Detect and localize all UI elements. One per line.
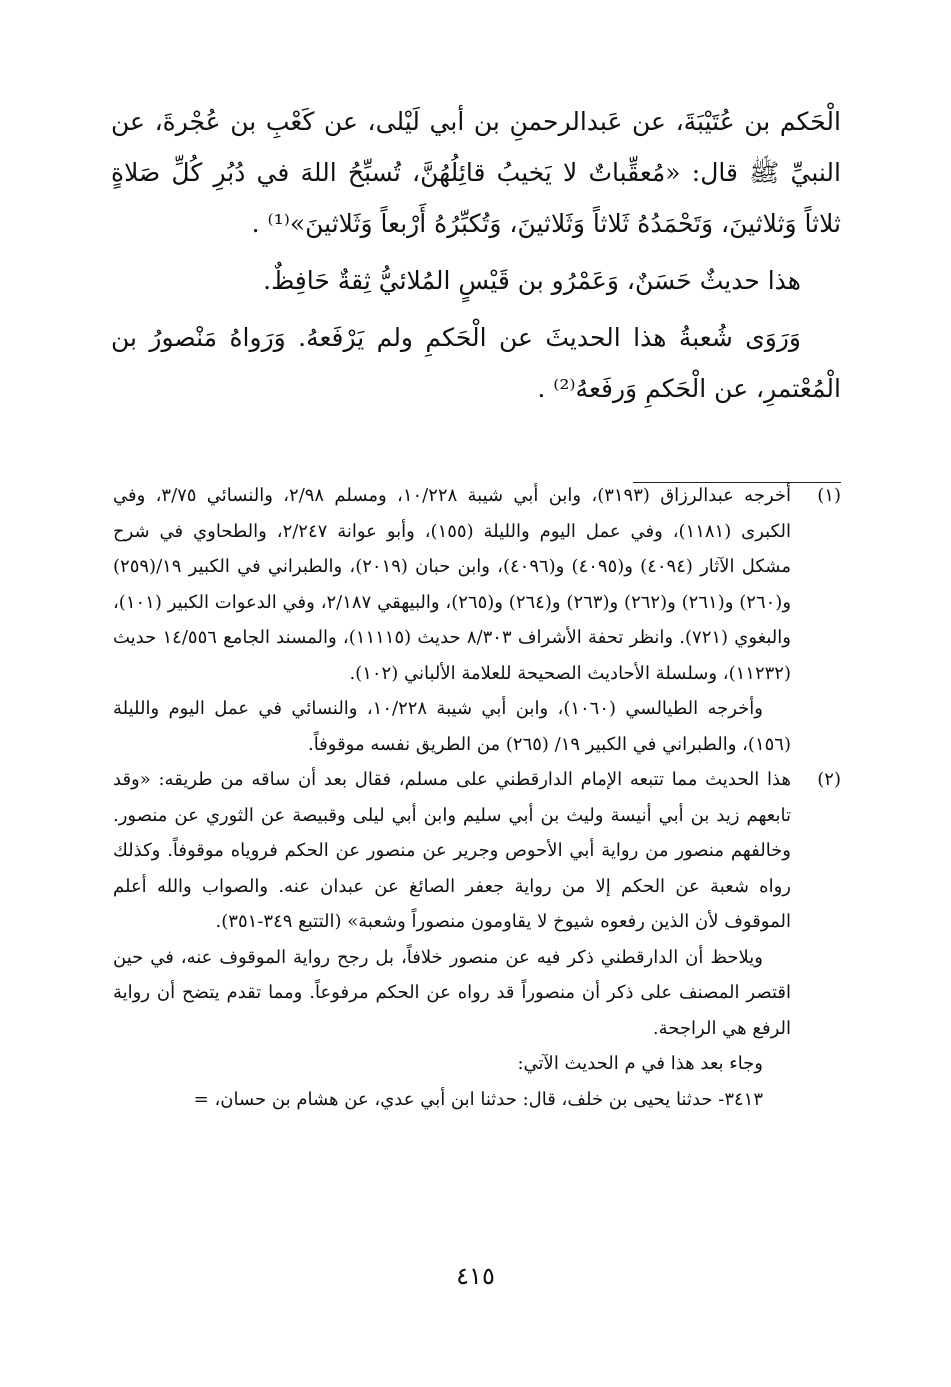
page-number: ٤١٥ <box>456 1262 495 1290</box>
footnote-2 <box>113 762 841 1117</box>
footnote-1-number: (١) <box>817 485 841 506</box>
main-paragraph-3: وَرَوَى شُعبةُ هذا الحديثَ عن الْحَكمِ ولم يَرْفَعهُ. وَرَواهُ مَنْصورُ بن الْمُعْتمرِ، عن الْحَكمِ وَرفَعهُ⁽²⁾ . <box>111 323 841 403</box>
footnote-1-paragraph-2: وأخرجه الطيالسي (١٠٦٠)، وابن أبي شيبة ١٠/٢٢٨، والنسائي في عمل اليوم والليلة (١٥٦)، والطبراني في الكبير ١٩/ (٢٦٥) من الطريق نفسه موقوفاً. <box>113 698 791 755</box>
footnote-2-paragraph-1: هذا الحديث مما تتبعه الإمام الدارقطني على مسلم، فقال بعد أن ساقه من طريقه: «وقد تابعهم زيد بن أبي أنيسة وليث بن أبي سليم وابن أبي ليلى وقبيصة عن الثوري عن منصور. وخالفهم منصور من رواية أبي الأحوص وجرير عن منصور عن الحكم فروياه موقوفاً. وكذلك رواه شعبة عن الحكم إلا من رواية جعفر الصائغ عن عبدان عنه. والصواب والله أعلم الموقوف لأن الذين رفعوه شيوخ لا يقاومون منصوراً وشعبة» (التتبع ٣٤٩-٣٥١). <box>113 769 791 932</box>
footnotes <box>113 478 841 1117</box>
main-paragraph-1: الْحَكم بن عُتَيْبَةَ، عن عَبدالرحمنِ بن أبي لَيْلى، عن كَعْبِ بن عُجْرةَ، عن النبيِّ ﷺ قال: «مُعقِّباتٌ لا يَخيبُ قائِلُهُنَّ، تُسبِّحُ اللهَ في دُبُرِ كُلِّ صَلاةٍ ثلاثاً وَثلاثينَ، وَتَحْمَدُهُ ثَلاثاً وَثَلاثينَ، وَتُكبِّرُهُ أَرْبعاً وَثَلاثينَ»⁽¹⁾ . <box>111 107 841 238</box>
footnote-1-paragraph-1: أخرجه عبدالرزاق (٣١٩٣)، وابن أبي شيبة ١٠/٢٢٨، ومسلم ٢/٩٨، والنسائي ٣/٧٥، وفي الكبرى (١١٨١)، وفي عمل اليوم والليلة (١٥٥)، وأبو عوانة ٢/٢٤٧، والطحاوي في شرح مشكل الآثار (٤٠٩٤) و(٤٠٩٥) و(٤٠٩٦)، وابن حبان (٢٠١٩)، والطبراني في الكبير ١٩/(٢٥٩) و(٢٦٠) و(٢٦١) و(٢٦٢) و(٢٦٣) و(٢٦٤) و(٢٦٥)، والبيهقي ٢/١٨٧، وفي الدعوات الكبير (١٠١)، والبغوي (٧٢١). وانظر تحفة الأشراف ٨/٣٠٣ حديث (١١١١٥)، والمسند الجامع ١٤/٥٥٦ حديث (١١٢٣٢)، وسلسلة الأحاديث الصحيحة للعلامة الألباني (١٠٢). <box>113 485 792 684</box>
main-text <box>111 96 841 414</box>
footnote-2-paragraph-3: وجاء بعد هذا في م الحديث الآتي: <box>517 1053 763 1074</box>
footnote-1 <box>113 478 841 762</box>
footnote-2-paragraph-2: ويلاحظ أن الدارقطني ذكر فيه عن منصور خلافاً، بل رجح رواية الموقوف عنه، في حين اقتصر المصنف على ذكر أن منصوراً قد رواه عن الحكم مرفوعاً. ومما تقدم يتضح أن رواية الرفع هي الراجحة. <box>113 946 791 1039</box>
footnote-2-paragraph-4: ٣٤١٣- حدثنا يحيى بن خلف، قال: حدثنا ابن أبي عدي، عن هشام بن حسان، = <box>193 1088 763 1110</box>
footnote-2-number: (٢) <box>817 769 841 790</box>
footnote-2-body <box>113 762 791 1117</box>
main-paragraph-2: هذا حديثٌ حَسَنٌ، وَعَمْرُو بن قَيْسٍ المُلائيُّ ثِقةٌ حَافِظٌ. <box>263 266 801 295</box>
footnote-1-body <box>113 478 791 762</box>
